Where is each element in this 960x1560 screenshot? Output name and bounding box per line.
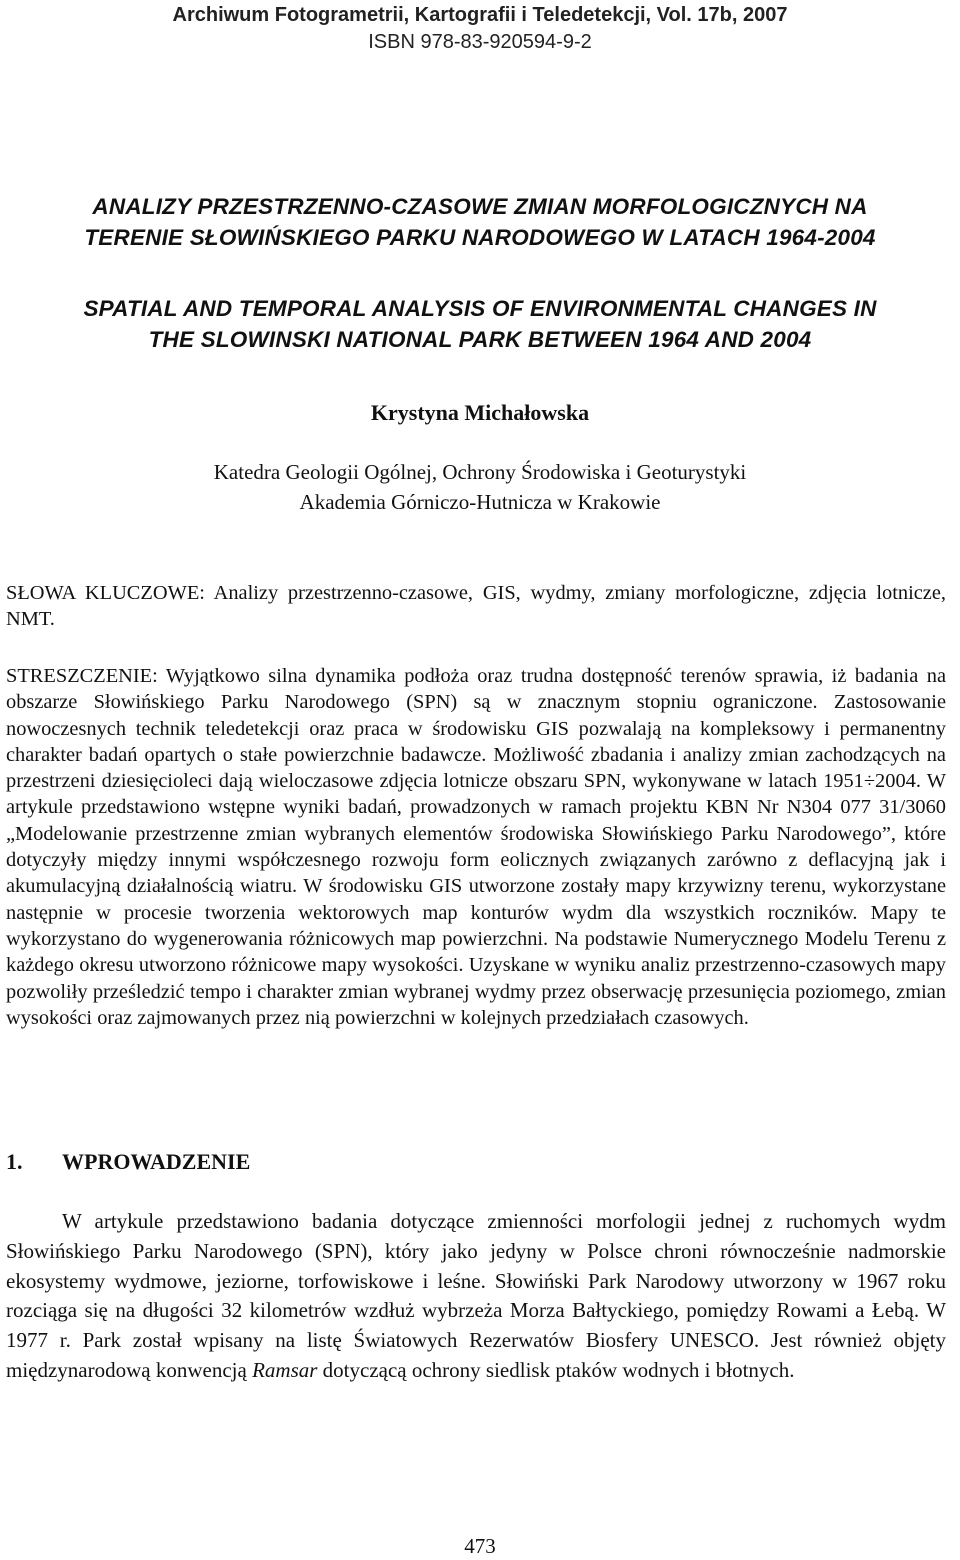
journal-header: Archiwum Fotogrametrii, Kartografii i Teledetekcji, Vol. 17b, 2007	[172, 4, 788, 26]
intro-text-part-1: W artykule przedstawiono badania dotyczące zmienności morfologii jednej z ruchomych wydm Słowińskiego Parku Narodowego (SPN), który jako jedyny w Polsce chroni równocześnie nadmorskie ekosystemy wydmowe, jeziorne, torfowiskowe i leśne. Słowiński Park Narodowy utworzony w 1967 roku rozciąga się na długości 32 kilometrów wzdłuż wybrzeża Morza Bałtyckiego, pomiędzy Rowami a Łebą. W 1977 r. Park został wpisany na listę Światowych Rezerwatów Biosfery UNESCO. Jest również objęty międzynarodową konwencją	[6, 1209, 946, 1382]
title-english	[6, 293, 954, 355]
introduction-paragraph	[6, 1207, 946, 1386]
section-title-text: WPROWADZENIE	[62, 1149, 251, 1174]
title-polish-line-2: TERENIE SŁOWIŃSKIEGO PARKU NARODOWEGO W LATACH 1964-2004	[84, 225, 876, 250]
affiliation-department: Katedra Geologii Ogólnej, Ochrony Środowiska i Geoturystyki	[213, 460, 747, 484]
page-number: 473	[464, 1534, 496, 1558]
title-english-line-2: THE SLOWINSKI NATIONAL PARK BETWEEN 1964 AND 2004	[148, 327, 812, 352]
abstract-paragraph: STRESZCZENIE: Wyjątkowo silna dynamika podłoża oraz trudna dostępność terenów sprawia, iż badania na obszarze Słowińskiego Parku Narodowego (SPN) są w znacznym stopniu ograniczone. Zastosowanie nowoczesnych technik teledetekcji oraz praca w środowisku GIS pozwalają na kompleksowy i permanentny charakter badań opartych o stałe powierzchnie badawcze. Możliwość zbadania i analizy zmian zachodzących na przestrzeni dziesięcioleci dają wieloczasowe zdjęcia lotnicze obszaru SPN, wykonywane w latach 1951÷2004. W artykule przedstawiono wstępne wyniki badań, prowadzonych w ramach projektu KBN Nr N304 077 31/3060 „Modelowanie przestrzenne zmian wybranych elementów środowiska Słowińskiego Parku Narodowego”, które dotyczyły między innymi współczesnego rozwoju form eolicznych związanych zarówno z deflacyjną jak i akumulacyjną działalnością wiatru. W środowisku GIS utworzone zostały mapy krzywizny terenu, wykorzystane następnie w procesie tworzenia wektorowych map konturów wydm dla wszystkich roczników. Mapy te wykorzystano do wygenerowania różnicowych map powierzchni. Na podstawie Numerycznego Modelu Terenu z każdego okresu utworzono różnicowe mapy wysokości. Uzyskane w wyniku analiz przestrzenno-czasowych mapy pozwoliły prześledzić tempo i charakter zmian wybranej wydmy przez obserwację przesunięcia poziomego, zmian wysokości oraz zajmowanych przez nią powierzchni w kolejnych przedziałach czasowych.	[6, 665, 946, 1029]
isbn-line: ISBN 978-83-920594-9-2	[368, 31, 592, 53]
affiliation-university: Akademia Górniczo-Hutnicza w Krakowie	[299, 490, 661, 514]
title-english-line-1: SPATIAL AND TEMPORAL ANALYSIS OF ENVIRONMENTAL CHANGES IN	[83, 296, 877, 321]
section-number: 1.	[6, 1149, 23, 1174]
title-polish	[6, 191, 954, 253]
title-polish-line-1: ANALIZY PRZESTRZENNO-CZASOWE ZMIAN MORFOLOGICZNYCH NA	[92, 194, 868, 219]
intro-text-part-2: dotyczącą ochrony siedlisk ptaków wodnych i błotnych.	[317, 1357, 795, 1382]
keywords-paragraph: SŁOWA KLUCZOWE: Analizy przestrzenno-czasowe, GIS, wydmy, zmiany morfologiczne, zdjęcia lotnicze, NMT.	[6, 582, 946, 631]
section-heading	[6, 1147, 250, 1177]
author-name: Krystyna Michałowska	[370, 400, 590, 425]
intro-italic-term: Ramsar	[252, 1357, 318, 1382]
page	[6, 0, 946, 1560]
